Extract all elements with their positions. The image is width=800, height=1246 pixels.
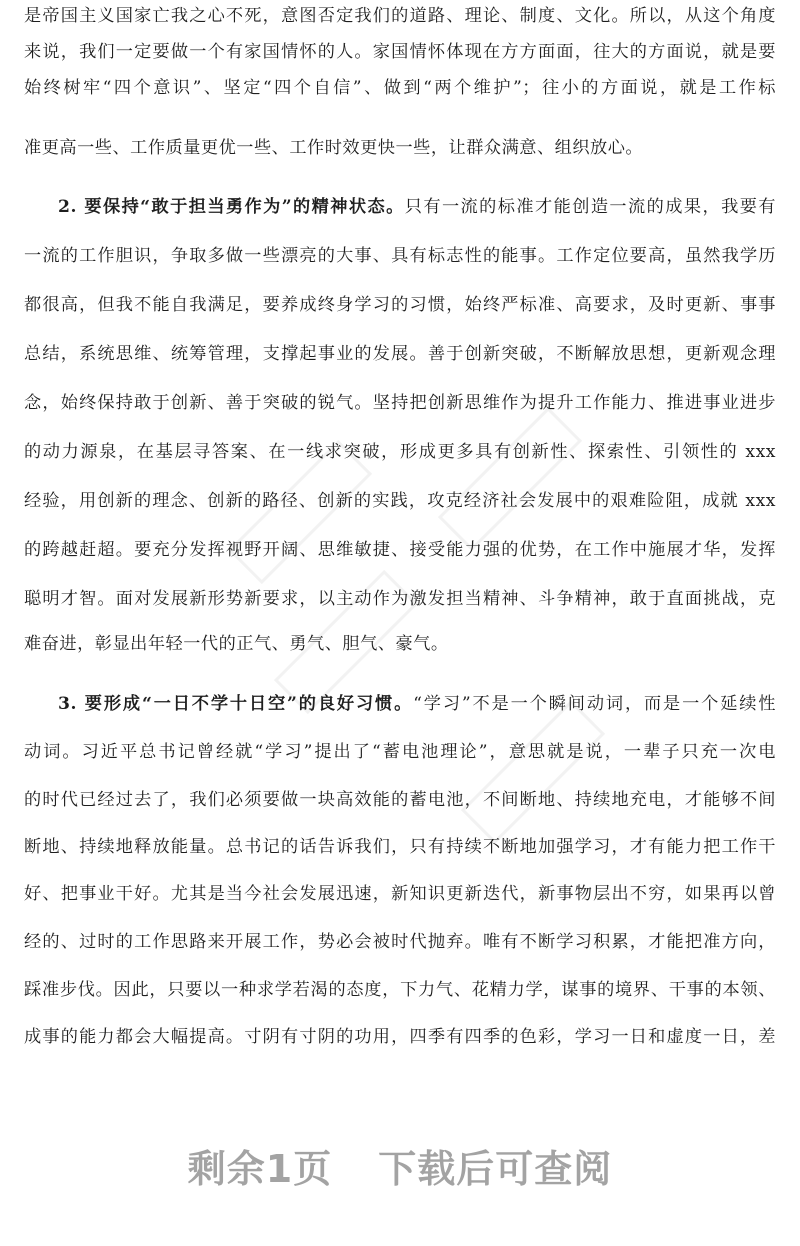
paragraph-line: 难奋进，彰显出年轻一代的正气、勇气、胆气、豪气。	[24, 634, 449, 654]
section-3-first-line-text: “学习”不是一个瞬间动词，而是一个延续性	[413, 694, 776, 714]
section-2-first-line-text: 只有一流的标准才能创造一流的成果，我要有	[404, 197, 776, 217]
remaining-pages-banner[interactable]	[0, 1143, 800, 1195]
paragraph-line: 的时代已经过去了，我们必须要做一块高效能的蓄电池，不间断地、持续地充电，才能够不间	[24, 790, 776, 810]
section-2-heading: 2. 要保持“敢于担当勇作为”的精神状态。	[58, 197, 405, 217]
paragraph-line: 经验，用创新的理念、创新的路径、创新的实践，攻克经济社会发展中的艰难险阻，成就 xxx	[24, 491, 776, 511]
paragraph-line: 始终树牢“四个意识”、坚定“四个自信”、做到“两个维护”；往小的方面说，就是工作标	[24, 78, 776, 98]
paragraph-line: 总结，系统思维、统筹管理，支撑起事业的发展。善于创新突破，不断解放思想，更新观念理	[24, 344, 776, 364]
paragraph-line: 来说，我们一定要做一个有家国情怀的人。家国情怀体现在方方面面，往大的方面说，就是要	[24, 42, 776, 62]
section-3-first-line	[58, 690, 776, 718]
remaining-pages-label: 剩余1页	[187, 1147, 333, 1191]
section-2-first-line	[58, 193, 776, 221]
paragraph-line: 一流的工作胆识，争取多做一些漂亮的大事、具有标志性的能事。工作定位要高，虽然我学历	[24, 246, 776, 266]
paragraph-line: 经的、过时的工作思路来开展工作，势必会被时代抛弃。唯有不断学习积累，才能把准方向，	[24, 932, 776, 952]
paragraph-line: 念，始终保持敢于创新、善于突破的锐气。坚持把创新思维作为提升工作能力、推进事业进步	[24, 393, 776, 413]
section-3-heading: 3. 要形成“一日不学十日空”的良好习惯。	[58, 694, 414, 714]
paragraph-line: 断地、持续地释放能量。总书记的话告诉我们，只有持续不断地加强学习，才有能力把工作干	[24, 837, 776, 857]
watermark-stamp	[461, 700, 605, 844]
paragraph-line: 准更高一些、工作质量更优一些、工作时效更快一些，让群众满意、组织放心。	[24, 138, 644, 158]
paragraph-line: 踩准步伐。因此，只要以一种求学若渴的态度，下力气、花精力学，谋事的境界、干事的本领、	[24, 980, 776, 1000]
paragraph-line: 动词。习近平总书记曾经就“学习”提出了“蓄电池理论”，意思就是说，一辈子只充一次电	[24, 742, 776, 762]
paragraph-line: 的动力源泉，在基层寻答案、在一线求突破，形成更多具有创新性、探索性、引领性的 xxx	[24, 442, 776, 462]
paragraph-line: 都很高，但我不能自我满足，要养成终身学习的习惯，始终严标准、高要求，及时更新、事事	[24, 295, 776, 315]
paragraph-line: 的跨越赶超。要充分发挥视野开阔、思维敏捷、接受能力强的优势，在工作中施展才华，发挥	[24, 540, 776, 560]
paragraph-line: 好、把事业干好。尤其是当今社会发展迅速，新知识更新迭代，新事物层出不穷，如果再以曾	[24, 884, 776, 904]
download-prompt-label: 下载后可查阅	[378, 1147, 613, 1191]
paragraph-line: 成事的能力都会大幅提高。寸阴有寸阴的功用，四季有四季的色彩，学习一日和虚度一日，差	[24, 1027, 776, 1047]
paragraph-line: 聪明才智。面对发展新形势新要求，以主动作为激发担当精神、斗争精神，敢于直面挑战，克	[24, 589, 776, 609]
paragraph-line: 是帝国主义国家亡我之心不死，意图否定我们的道路、理论、制度、文化。所以，从这个角度	[24, 6, 776, 26]
watermark-stamp	[438, 407, 582, 551]
